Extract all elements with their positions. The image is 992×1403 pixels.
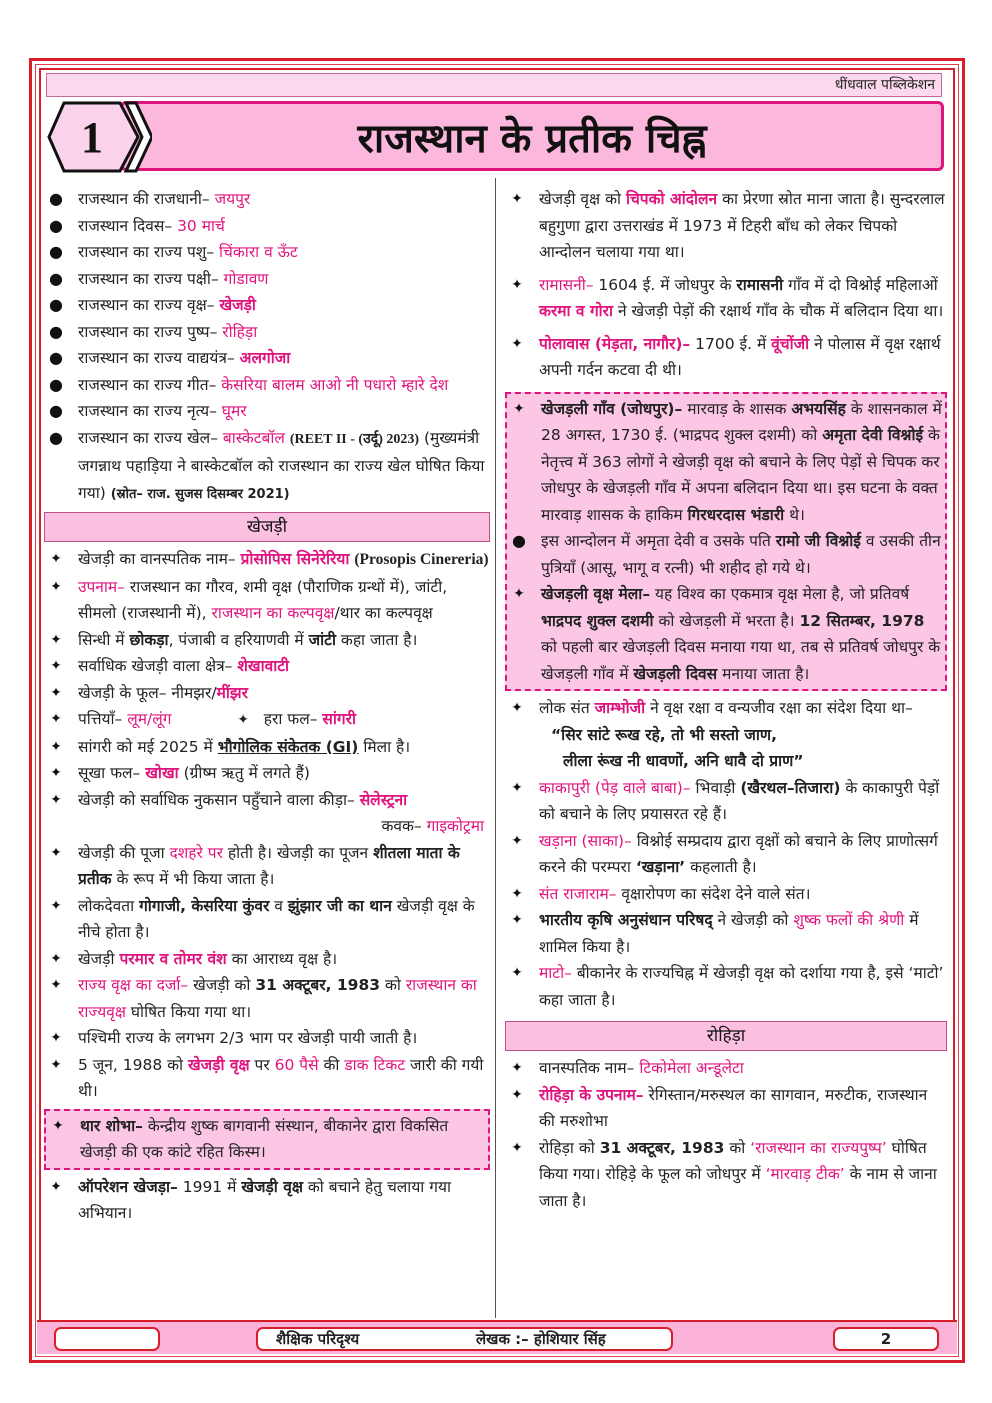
list-item: ✦ माटो– बीकानेर के राज्यचिह्न में खेजड़ी वृक्ष को दर्शाया गया है, इसे ‘माटो’ कहा जाता है। [505,960,947,1013]
bullet-star-icon: ✦ [511,191,523,207]
bullet-dot-icon: ● [49,242,63,261]
bullet-dot-icon: ● [49,215,63,235]
bullet-star-icon: ✦ [513,400,525,417]
list-item: ✦ काकापुरी (पेड़ वाले बाबा)– भिवाड़ी (खैरथल–तिजारा) के काकापुरी पेड़ों को बचाने के लिए प्रयासरत रहे हैं। [505,775,947,828]
highlight-box-thar-shobha [44,1109,490,1170]
bullet-star-icon: ✦ [511,885,523,902]
list-item: ✦ सांगरी को मई 2025 में भौगोलिक संकेतक (GI) मिला है। [44,734,490,761]
bullet-star-icon: ✦ [50,578,62,595]
footer-magazine-name: शैक्षिक परिदृश्य [276,1330,360,1348]
bullet-star-icon: ✦ [50,1178,62,1195]
list-item: ✦ भारतीय कृषि अनुसंधान परिषद् ने खेजड़ी को शुष्क फलों की श्रेणी में शामिल किया है। [505,907,947,960]
list-item: ✦ खेजड़ी को सर्वाधिक नुकसान पहुँचाने वाला कीड़ा– सेलेस्ट्रना कवक– गाइकोट्रमा [44,787,490,840]
list-item: ✦ पत्तियाँ– लूम/लूंग ✦ हरा फल– सांगरी [44,706,490,734]
footer-author: लेखक :– होशियार सिंह [476,1330,606,1348]
list-item: ● राजस्थान का राज्य पशु– चिंकारा व ऊँट [44,239,490,266]
bullet-star-icon: ✦ [50,658,62,674]
list-item: ✦ वानस्पतिक नाम– टिकोमेला अन्डूलेटा [505,1055,947,1082]
list-item: ✦ खेजड़ली वृक्ष मेला– यह विश्व का एकमात्र वृक्ष मेला है, जो प्रतिवर्ष भाद्रपद शुक्ल दशमी को खेजड़ली में भरता है। 12 सितम्बर, 1978 को पहली बार खेजड़ली दिवस मनाया गया था, तब से प्रतिवर्ष जोधपुर के खेजड़ली गाँव में खेजड़ली दिवस मनाया जाता है। [507,581,945,687]
list-item: ✦ रोहिड़ा के उपनाम– रेगिस्तान/मरुस्थल का सागवान, मरुटीक, राजस्थान की मरुशोभा [505,1082,947,1135]
bullet-star-icon: ✦ [52,1117,64,1134]
bullet-star-icon: ✦ [50,738,62,755]
bullet-dot-icon: ● [49,401,63,420]
list-item: ✦ खेजड़ली गाँव (जोधपुर)– मारवाड़ के शासक अभयसिंह के शासनकाल में 28 अगस्त, 1730 ई. (भाद्रपद शुक्ल दशमी) को अमृता देवी विश्नोई के नेतृत्त्व में 363 लोगों ने खेजड़ी वृक्ष को बचाने के लिए पेड़ों से चिपक कर जोधपुर के खेजड़ली गाँव में अपना बलिदान दिया था। इस घटना के वक्त मारवाड़ शासक के हाकिम गिरधरदास भंडारी थे। [507,396,945,529]
bullet-star-icon: ✦ [50,791,62,808]
list-item: ✦ पश्चिमी राज्य के लगभग 2/3 भाग पर खेजड़ी पायी जाती है। [44,1025,490,1052]
bullet-star-icon: ✦ [511,700,523,716]
bullet-star-icon: ✦ [50,844,62,861]
bullet-star-icon: ✦ [50,977,62,993]
bullet-star-icon: ✦ [511,276,523,293]
chapter-number: 1 [81,112,103,162]
list-item: ✦ थार शोभा– केन्द्रीय शुष्क बागवानी संस्थान, बीकानेर द्वारा विकसित खेजड़ी की एक कांटे रहित किस्म। [46,1113,488,1166]
list-item: ✦ राज्य वृक्ष का दर्जा– खेजड़ी को 31 अक्टूबर, 1983 को राजस्थान का राज्यवृक्ष घोषित किया गया था। [44,972,490,1025]
list-item: ✦ सर्वाधिक खेजड़ी वाला क्षेत्र– शेखावाटी [44,653,490,680]
list-item: ● इस आन्दोलन में अमृता देवी व उसके पति रामो जी विश्नोई व उसकी तीन पुत्रियाँ (आसू, भागू व रत्नी) भी शहीद हो गये थे। [507,528,945,581]
bullet-dot-icon: ● [49,427,63,447]
list-item: ✦ ऑपरेशन खेजड़ा– 1991 में खेजड़ी वृक्ष को बचाने हेतु चलाया गया अभियान। [44,1174,490,1227]
list-item: ● राजस्थान दिवस– 30 मार्च [44,213,490,240]
quote-line-1: “सिर सांटे रूख रहे, तो भी सस्तो जाण, [551,725,778,744]
bullet-star-icon: ✦ [511,1086,523,1103]
bullet-dot-icon: ● [49,295,63,314]
bullet-dot-icon: ● [49,268,63,288]
bullet-dot-icon: ● [49,348,63,367]
list-item: ✦ सिन्धी में छोकड़ा, पंजाबी व हरियाणवी में जांटी कहा जाता है। [44,627,490,654]
bullet-dot-icon: ● [512,531,526,550]
bullet-star-icon: ✦ [511,1139,523,1156]
list-item: ✦ लोकदेवता गोगाजी, केसरिया कुंवर व झुंझार जी का थान खेजड़ी वृक्ष के नीचे होता है। [44,893,490,946]
bullet-star-icon: ✦ [50,765,62,781]
bullet-star-icon: ✦ [50,631,62,648]
list-item: ● राजस्थान का राज्य वाद्ययंत्र– अलगोजा [44,345,490,372]
list-item: ✦ 5 जून, 1988 को खेजड़ी वृक्ष पर 60 पैसे की डाक टिकट जारी की गयी थी। [44,1052,490,1105]
bullet-star-icon: ✦ [50,950,62,967]
bullet-star-icon: ✦ [50,1056,62,1073]
list-item: ✦ रामासनी– 1604 ई. में जोधपुर के रामासनी गाँव में दो विश्नोई महिलाओं करमा व गोरा ने खेजड़ी पेड़ों की रक्षार्थ गाँव के चौक में बलिदान दिया था। [505,272,947,325]
list-item: ✦ संत राजाराम– वृक्षारोपण का संदेश देने वाले संत। [505,881,947,908]
section-heading-rohida: रोहिड़ा [505,1021,947,1051]
list-item: ✦ खेजड़ी परमार व तोमर वंश का आराध्य वृक्ष है। [44,946,490,973]
publisher-name: धींधवाल पब्लिकेशन [834,77,935,93]
list-item: ✦ खेजड़ी की पूजा दशहरे पर होती है। खेजड़ी का पूजन शीतला माता के प्रतीक के रूप में भी किया जाता है। [44,840,490,893]
list-item: ● राजस्थान का राज्य गीत– केसरिया बालम आओ नी पधारो म्हारे देश [44,372,490,399]
list-item: ✦ रोहिड़ा को 31 अक्टूबर, 1983 को ‘राजस्थान का राज्यपुष्प’ घोषित किया गया। रोहिड़े के फूल को जोधपुर में ‘मारवाड़ टीक’ के नाम से जाना जाता है। [505,1135,947,1215]
page-footer [37,1320,957,1354]
bullet-star-icon: ✦ [50,551,62,567]
footer-left-box [54,1327,160,1351]
list-item: ✦ खेजड़ी का वानस्पतिक नाम– प्रोसोपिस सिनेरेरिया (Prosopis Cinereria) [44,546,490,574]
page-number: 2 [833,1327,939,1351]
list-item: ● राजस्थान का राज्य पक्षी– गोडावण [44,266,490,293]
list-item: ● राजस्थान का राज्य वृक्ष– खेजड़ी [44,292,490,319]
section-heading-khejri: खेजड़ी [44,512,490,542]
quote-line-2: लीला रूंख नी धावणों, अनि धावै दो प्राण” [563,752,804,770]
bullet-star-icon: ✦ [237,712,249,728]
bullet-star-icon: ✦ [511,335,523,352]
list-item: ● राजस्थान की राजधानी– जयपुर [44,186,490,213]
list-item: ✦ खेजड़ी के फूल– नीमझर/मींझर [44,680,490,707]
bullet-star-icon: ✦ [50,684,62,701]
list-item: ✦ खेजड़ी वृक्ष को चिपको आंदोलन का प्रेरणा स्रोत माना जाता है। सुन्दरलाल बहुगुणा द्वारा उत्तराखंड में 1973 में टिहरी बाँध को लेकर चिपको आन्दोलन चलाया गया था। [505,186,947,266]
list-item: ✦ खड़ाना (साका)– विश्नोई सम्प्रदाय द्वारा वृक्षों को बचाने के लिए प्राणोत्सर्ग करने की परम्परा ‘खड़ाना’ कहलाती है। [505,828,947,881]
right-column [505,186,947,1214]
bullet-star-icon: ✦ [50,897,62,914]
publisher-bar [46,73,942,97]
bullet-star-icon: ✦ [513,586,525,602]
list-item: ● राजस्थान का राज्य नृत्य– घूमर [44,398,490,425]
bullet-dot-icon: ● [49,321,63,341]
list-item: ● राजस्थान का राज्य पुष्प– रोहिड़ा [44,319,490,346]
bullet-star-icon: ✦ [50,1030,62,1046]
footer-center-box [256,1327,673,1351]
bullet-star-icon: ✦ [511,912,523,928]
list-item-state-game: ● राजस्थान का राज्य खेल– बास्केटबॉल (REET II - (उर्दू) 2023) (मुख्यमंत्री जगन्नाथ पहाड़िया ने बास्केटबॉल को राजस्थान का राज्य खेल घोषित किया गया) (स्रोत– राज. सुजस दिसम्बर 2021) [44,425,490,509]
bullet-star-icon: ✦ [511,965,523,981]
bullet-dot-icon: ● [49,374,63,394]
bullet-dot-icon: ● [49,189,63,208]
chapter-title: राजस्थान के प्रतीक चिह्न [357,115,707,162]
left-column [44,186,490,1227]
highlight-box-khejarli [505,392,947,692]
list-item: ✦ उपनाम– राजस्थान का गौरव, शमी वृक्ष (पौराणिक ग्रन्थों में), जांटी, सीमलो (राजस्थानी में), राजस्थान का कल्पवृक्ष/थार का कल्पवृक्ष [44,574,490,627]
list-item: ✦ लोक संत जाम्भोजी ने वृक्ष रक्षा व वन्यजीव रक्षा का संदेश दिया था– [505,695,947,722]
list-item: ✦ पोलावास (मेड़ता, नागौर)– 1700 ई. में वूंचोंजी ने पोलास में वृक्ष रक्षार्थ अपनी गर्दन कटवा दी थी। [505,331,947,384]
bullet-star-icon: ✦ [511,832,523,849]
bullet-star-icon: ✦ [511,1060,523,1076]
bullet-star-icon: ✦ [511,779,523,796]
bullet-star-icon: ✦ [50,711,62,727]
column-divider [495,178,496,1318]
list-item: ✦ सूखा फल– खोखा (ग्रीष्म ऋतु में लगते हैं) [44,760,490,787]
